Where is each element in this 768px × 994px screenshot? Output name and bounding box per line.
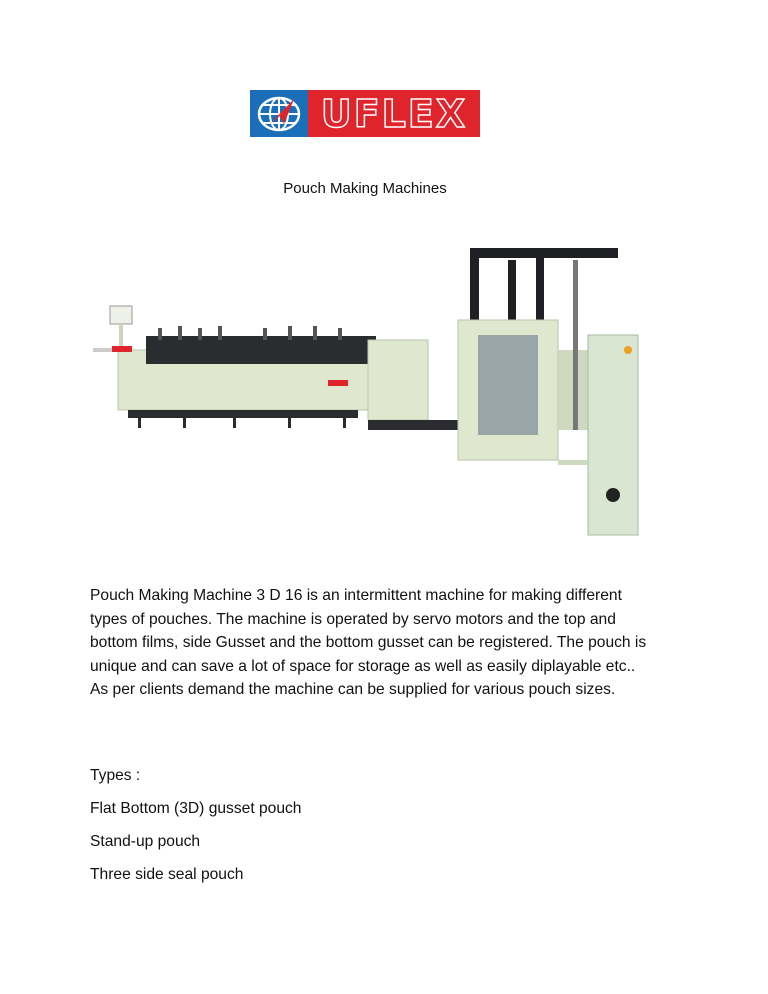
machine-image bbox=[88, 240, 648, 540]
list-item: Flat Bottom (3D) gusset pouch bbox=[90, 800, 302, 817]
types-heading: Types : bbox=[90, 767, 141, 784]
globe-icon bbox=[250, 90, 308, 137]
page-title: Pouch Making Machines bbox=[283, 180, 447, 197]
list-item: Stand-up pouch bbox=[90, 833, 201, 850]
list-item: Three side seal pouch bbox=[90, 866, 244, 883]
types-list bbox=[90, 800, 301, 899]
logo-wordmark: UFLEX bbox=[308, 90, 480, 137]
uflex-logo bbox=[250, 90, 480, 137]
description-paragraph: Pouch Making Machine 3 D 16 is an intermittent machine for making different types of pouches. The machine is operated by servo motors and the top and bottom films, side Gusset and the bottom gusset can be registered. The pouch is unique and can save a lot of space for storage as well as easily diplayable etc.. As per clients demand the machine can be supplied for various pouch sizes. bbox=[90, 587, 647, 698]
